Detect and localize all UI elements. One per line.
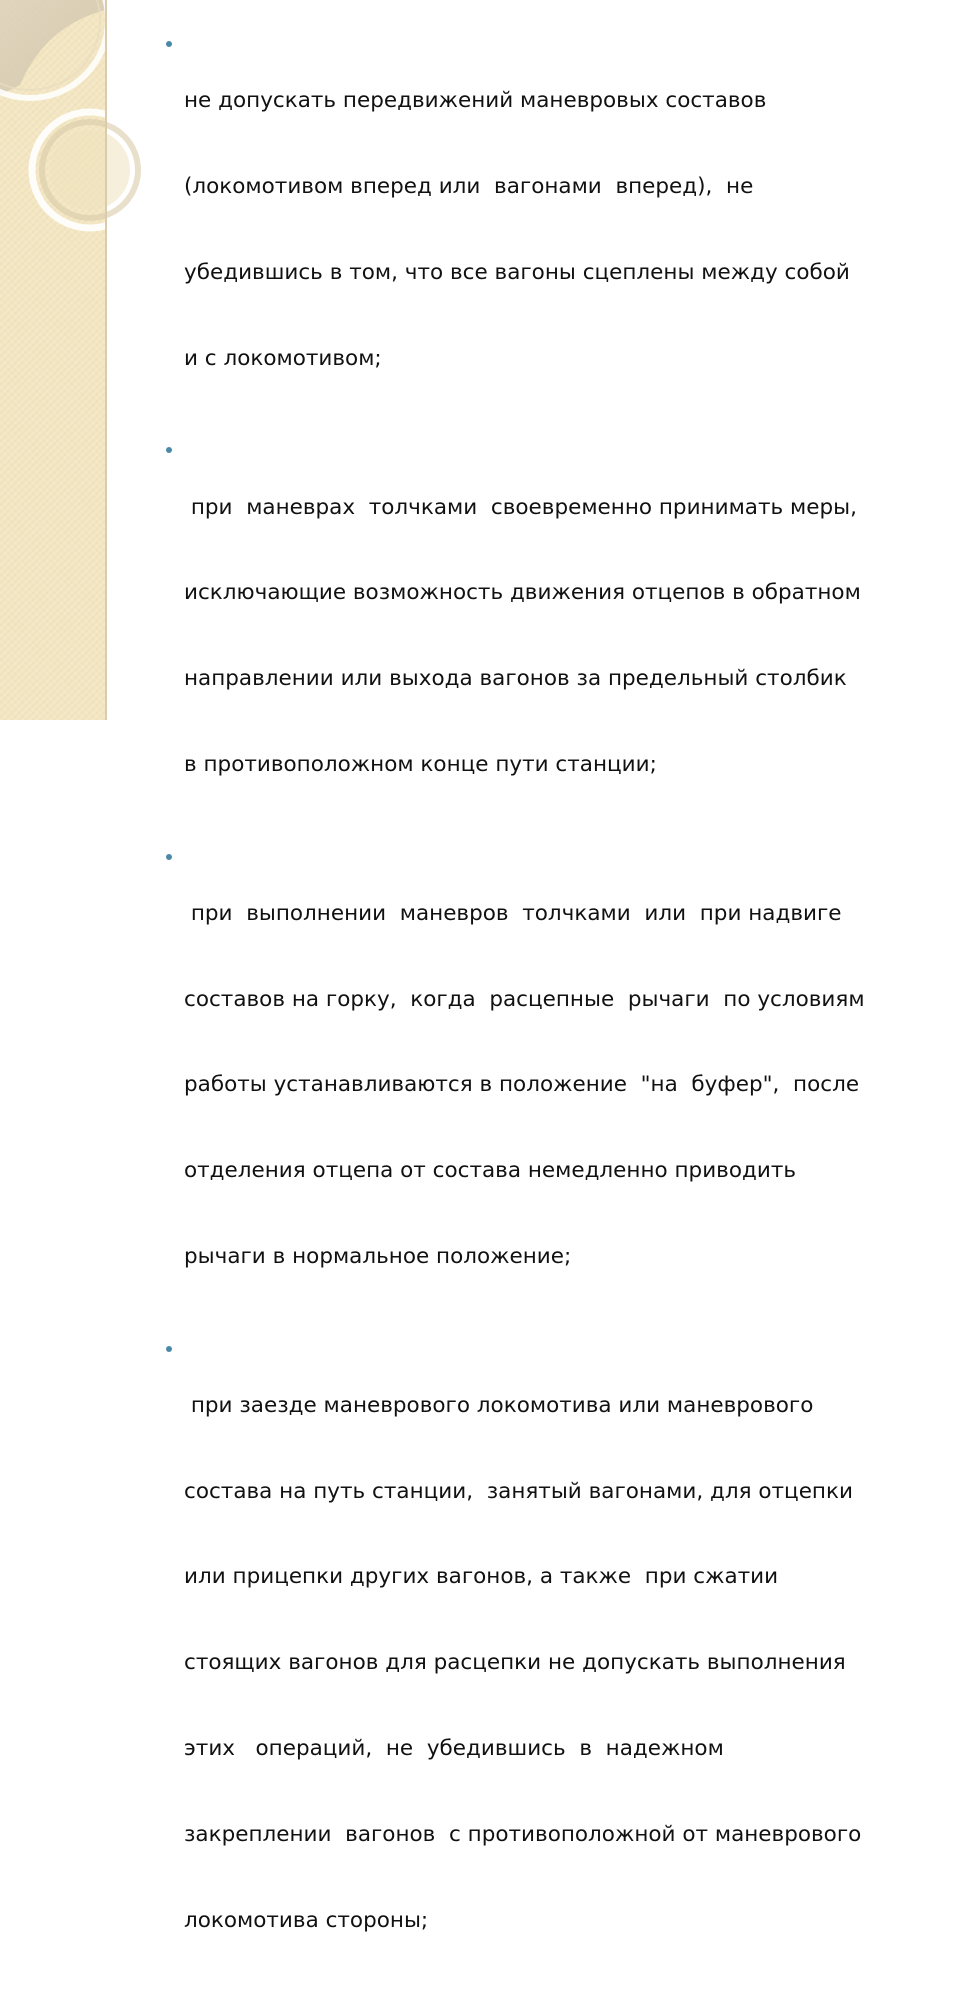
bullet-item [162,436,942,836]
bullet-line: работы устанавливаются в положение "на буфер", после [184,1072,860,1098]
bullet-line: убедившись в том, что все вагоны сцеплены между собой [184,259,850,285]
bullet-dot-icon [166,41,172,47]
bullet-line: в противоположном конце пути станции; [184,751,657,777]
bullet-line: закреплении вагонов с противоположной от маневрового [184,1821,862,1847]
bullet-line: локомотива стороны; [184,1907,429,1933]
decorative-circles [0,0,105,720]
bullet-line: при маневрах толчками своевременно принимать меры, [184,494,857,520]
bullet-item [162,1335,942,1993]
bullet-text [184,436,942,836]
bullet-line: (локомотивом вперед или вагонами вперед), не [184,173,754,199]
bullet-item [162,30,942,430]
bullet-dot-icon [166,447,172,453]
bullet-line: составов на горку, когда расцепные рычаги по условиям [184,986,865,1012]
bullet-list [162,30,942,1992]
bullet-line: стоящих вагонов для расцепки не допускать выполнения [184,1650,846,1676]
bullet-dot-icon [166,854,172,860]
decorative-sidebar [0,0,105,720]
bullet-line: рычаги в нормальное положение; [184,1243,572,1269]
bullet-line: не допускать передвижений маневровых составов [184,88,767,114]
bullet-text [184,1335,942,1993]
bullet-text [184,843,942,1329]
bullet-line: исключающие возможность движения отцепов в обратном [184,580,861,606]
bullet-line: и с локомотивом; [184,345,382,371]
bullet-line: при заезде маневрового локомотива или маневрового [184,1392,814,1418]
bullet-text [184,30,942,430]
bullet-line: состава на путь станции, занятый вагонами, для отцепки [184,1478,853,1504]
bullet-item [162,843,942,1329]
slide-content [162,30,942,1998]
bullet-line: отделения отцепа от состава немедленно приводить [184,1158,797,1184]
sidebar-divider [105,0,107,720]
bullet-line: или прицепки других вагонов, а также при сжатии [184,1564,779,1590]
bullet-line: при выполнении маневров толчками или при надвиге [184,900,842,926]
bullet-dot-icon [166,1346,172,1352]
bullet-line: этих операций, не убедившись в надежном [184,1736,724,1762]
bullet-line: направлении или выхода вагонов за предельный столбик [184,666,847,692]
